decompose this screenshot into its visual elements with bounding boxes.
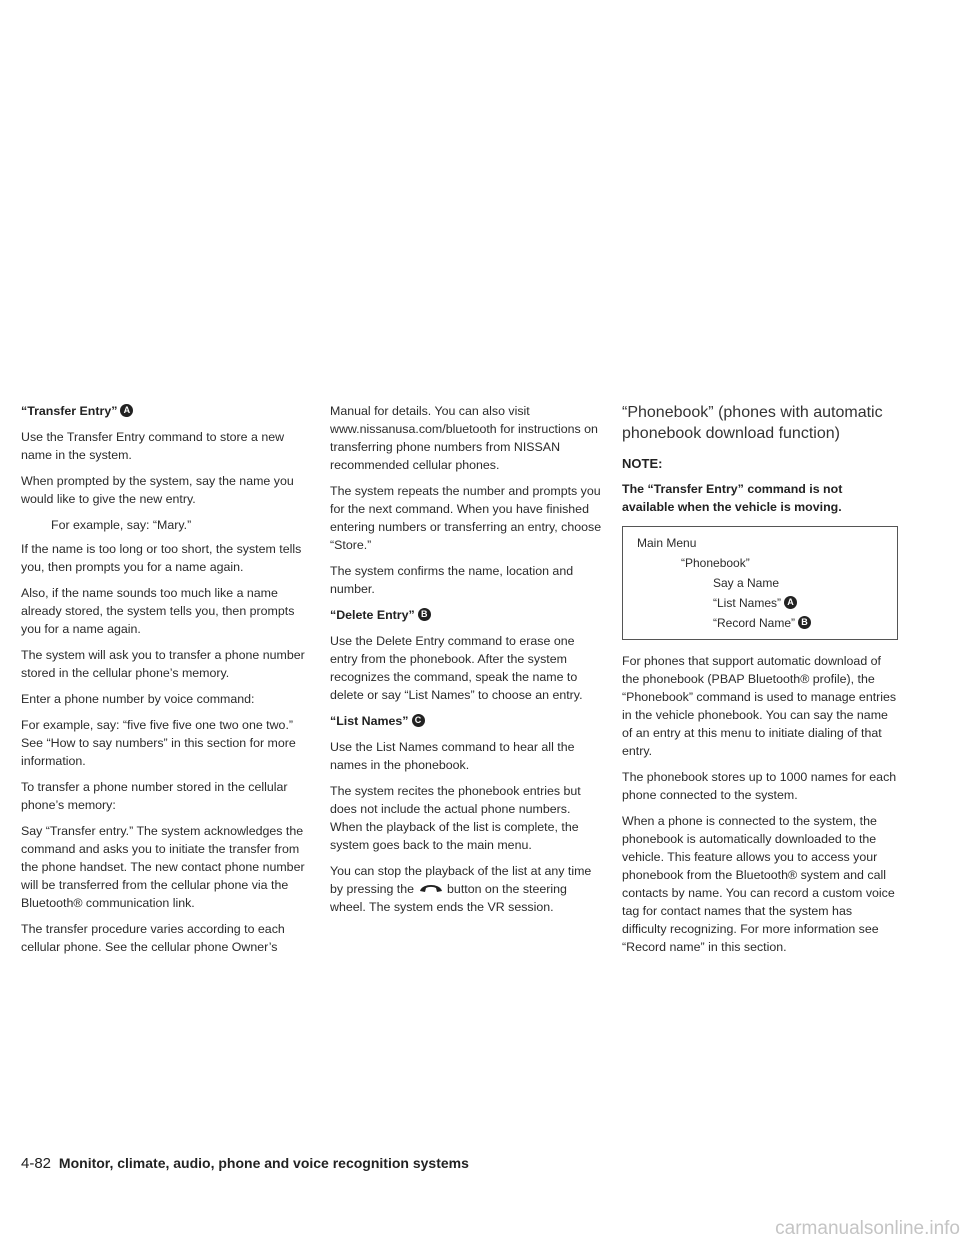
column-2 [330, 402, 602, 924]
note-text: The “Transfer Entry” command is not available when the vehicle is moving. [622, 482, 843, 514]
note-label: NOTE: [622, 456, 663, 471]
phone-hangup-icon [418, 882, 444, 894]
paragraph: Use the Transfer Entry command to store a new name in the system. [21, 430, 285, 462]
paragraph: For phones that support automatic download of the phonebook (PBAP Bluetooth® profile), the “Phonebook” command is used to manage entries in the vehicle phonebook. You can say the name of an entry at this menu to initiate dialing of that entry. [622, 654, 897, 758]
page-footer [21, 1154, 469, 1173]
paragraph: Enter a phone number by voice command: [21, 692, 255, 706]
column-3 [622, 402, 898, 964]
menu-list-names: “List Names” A [637, 593, 885, 613]
paragraph: Use the Delete Entry command to erase one entry from the phonebook. After the system recognizes the command, speak the name to delete or say “List Names” to choose an entry. [330, 634, 583, 702]
paragraph: Manual for details. You can also visit www.nissanusa.com/bluetooth for instructions on transferring phone numbers from NISSAN recommended cellular phones. [330, 404, 598, 472]
badge-a-icon: A [120, 404, 133, 417]
badge-a-icon: A [784, 596, 797, 609]
paragraph: The system recites the phonebook entries but does not include the actual phone numbers. When the playback of the list is complete, the system goes back to the main menu. [330, 784, 581, 852]
paragraph: The system repeats the number and prompts you for the next command. When you have finished entering numbers or transferring an entry, choose “Store.” [330, 484, 602, 552]
badge-c-icon: C [412, 714, 425, 727]
paragraph: The system will ask you to transfer a phone number stored in the cellular phone’s memory. [21, 648, 305, 680]
paragraph: For example, say: “five five five one two one two.” See “How to say numbers” in this section for more information. [21, 718, 296, 768]
menu-phonebook: “Phonebook” [681, 556, 750, 570]
paragraph: The phonebook stores up to 1000 names for each phone connected to the system. [622, 770, 897, 802]
list-names-heading: “List Names” C [330, 712, 602, 730]
paragraph: When a phone is connected to the system, the phonebook is automatically downloaded to the vehicle. This feature allows you to access your phonebook from the Bluetooth® system and call contacts by name. You can record a custom voice tag for contact names that the system has difficulty recognizing. For more information see “Record name” in this section. [622, 814, 895, 954]
badge-b-icon: B [798, 616, 811, 629]
section-title: “Phonebook” (phones with automatic phonebook download function) [622, 404, 883, 442]
paragraph: To transfer a phone number stored in the cellular phone’s memory: [21, 780, 288, 812]
menu-main: Main Menu [637, 536, 697, 550]
paragraph: The transfer procedure varies according to each cellular phone. See the cellular phone Owner’s [21, 922, 285, 954]
menu-tree-box [622, 526, 898, 640]
paragraph: The system confirms the name, location and number. [330, 564, 574, 596]
paragraph: When prompted by the system, say the name you would like to give the new entry. [21, 474, 294, 506]
page-number: 4-82 [21, 1155, 52, 1172]
delete-entry-heading: “Delete Entry” B [330, 606, 602, 624]
paragraph: Also, if the name sounds too much like a name already stored, the system tells you, then prompts you for a name again. [21, 586, 295, 636]
menu-say-name: Say a Name [713, 576, 780, 590]
paragraph: Use the List Names command to hear all the names in the phonebook. [330, 740, 575, 772]
column-1 [21, 402, 309, 964]
badge-b-icon: B [418, 608, 431, 621]
transfer-entry-heading: “Transfer Entry” A [21, 402, 309, 420]
paragraph: You can stop the playback of the list at any time by pressing the button on the steering wheel. The system ends the VR session. [330, 864, 592, 914]
menu-record-name: “Record Name” B [637, 613, 885, 633]
paragraph: Say “Transfer entry.” The system acknowledges the command and asks you to initiate the transfer from the phone handset. The new contact phone number will be transferred from the cellular phone via the Bluetooth® communication link. [21, 824, 305, 910]
paragraph: If the name is too long or too short, the system tells you, then prompts you for a name again. [21, 542, 302, 574]
watermark: carmanualsonline.info [775, 1218, 960, 1239]
chapter-title: Monitor, climate, audio, phone and voice recognition systems [58, 1155, 469, 1171]
example-line: For example, say: “Mary.” [51, 518, 192, 532]
